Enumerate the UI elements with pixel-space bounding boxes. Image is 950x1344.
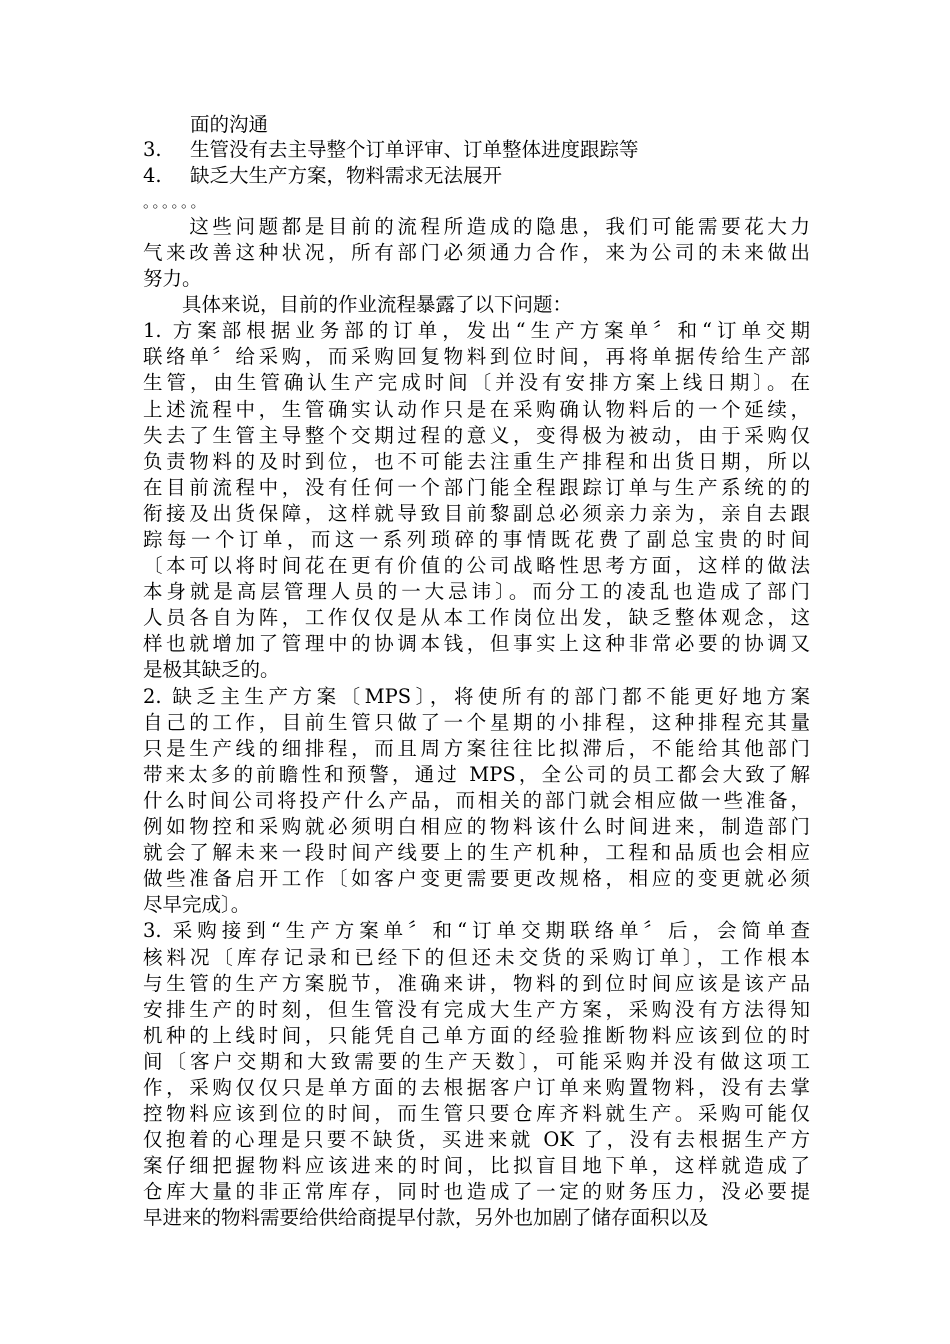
paragraph-line: 人员各自为阵，工作仅仅是从本工作岗位出发，缺乏整体观念，这 bbox=[143, 606, 810, 630]
paragraph-line: 例如物控和采购就必须明白相应的物料该什么时间进来，制造部门 bbox=[143, 815, 810, 839]
paragraph-line: 努力。 bbox=[143, 267, 202, 291]
paragraph-line: 失去了生管主导整个交期过程的意义，变得极为被动，由于采购仅 bbox=[143, 423, 810, 447]
paragraph-line: 上述流程中，生管确实认动作只是在采购确认物料后的一个延续， bbox=[143, 397, 810, 421]
paragraph-line: 就会了解未来一段时间产线要上的生产机种，工程和品质也会相应 bbox=[143, 841, 810, 865]
paragraph-line: 这些问题都是目前的流程所造成的隐患，我们可能需要花大力 bbox=[143, 214, 810, 238]
paragraph-line: 仓库大量的非正常库存，同时也造成了一定的财务压力，没必要提 bbox=[143, 1180, 810, 1204]
paragraph-line: 踪每一个订单，而这一系列琐碎的事情既花费了副总宝贵的时间 bbox=[143, 528, 810, 552]
list-text: 生管没有去主导整个订单评审、订单整体进度跟踪等 bbox=[190, 138, 639, 162]
paragraph-line: 具体来说，目前的作业流程暴露了以下问题： bbox=[143, 293, 573, 317]
list-item-4 bbox=[143, 163, 810, 188]
paragraph-line: 与生管的生产方案脱节，准确来讲，物料的到位时间应该是该产品 bbox=[143, 971, 810, 995]
paragraph-line: 机种的上线时间，只能凭自己单方面的经验推断物料应该到位的时 bbox=[143, 1023, 810, 1047]
list-item-2-continuation: 面的沟通 bbox=[190, 113, 269, 136]
paragraph-line: 只是生产线的细排程，而且周方案往往比拟滞后，不能给其他部门 bbox=[143, 736, 810, 760]
list-text: 缺乏大生产方案，物料需求无法展开 bbox=[190, 163, 503, 187]
paragraph-line: 尽早完成〕。 bbox=[143, 893, 251, 917]
paragraph bbox=[143, 918, 810, 1231]
paragraph-line: 间〔客户交期和大致需要的生产天数〕，可能采购并没有做这项工 bbox=[143, 1049, 810, 1073]
paragraph-line: 自己的工作，目前生管只做了一个星期的小排程，这种排程充其量 bbox=[143, 710, 810, 734]
paragraph-line: 在目前流程中，没有任何一个部门能全程跟踪订单与生产系统的的 bbox=[143, 475, 810, 499]
ellipsis-line: 。。。。。。 bbox=[143, 192, 208, 211]
paragraph-line: 什么时间公司将投产什么产品，而相关的部门就会相应做一些准备， bbox=[143, 788, 810, 812]
paragraph-line: 样也就增加了管理中的协调本钱，但事实上这种非常必要的协调又 bbox=[143, 632, 810, 656]
paragraph-line: 联络单〞给采购，而采购回复物料到位时间，再将单据传给生产部 bbox=[143, 345, 810, 369]
list-item-3 bbox=[143, 137, 810, 162]
paragraph-line: 气来改善这种状况，所有部门必须通力合作，来为公司的未来做出 bbox=[143, 240, 810, 264]
paragraph-line: 案仔细把握物料应该进来的时间，比拟盲目地下单，这样就造成了 bbox=[143, 1154, 810, 1178]
paragraph-line: 做些准备启开工作〔如客户变更需要更改规格，相应的变更就必须 bbox=[143, 867, 810, 891]
paragraph-line: 生管，由生管确认生产完成时间〔并没有安排方案上线日期〕。在 bbox=[143, 371, 810, 395]
paragraph bbox=[143, 214, 810, 292]
paragraph-line: 本身就是高层管理人员的一大忌讳〕。而分工的凌乱也造成了部门 bbox=[143, 580, 810, 604]
paragraph-line: 1. 方案部根据业务部的订单，发出“生产方案单〞和“订单交期 bbox=[143, 319, 810, 343]
paragraph-line: 带来太多的前瞻性和预警，通过 MPS，全公司的员工都会大致了解 bbox=[143, 762, 810, 786]
paragraph-line: 安排生产的时刻，但生管没有完成大生产方案，采购没有方法得知 bbox=[143, 997, 810, 1021]
list-number: 3. bbox=[143, 138, 162, 162]
paragraph-line: 作，采购仅仅只是单方面的去根据客户订单来购置物料，没有去掌 bbox=[143, 1075, 810, 1099]
paragraph-line: 是极其缺乏的。 bbox=[143, 658, 280, 682]
paragraph-line: 早进来的物料需要给供给商提早付款，另外也加剧了储存面积以及 bbox=[143, 1206, 709, 1230]
paragraph-line: 控物料应该到位的时间，而生管只要仓库齐料就生产。采购可能仅 bbox=[143, 1102, 810, 1126]
paragraph bbox=[143, 292, 810, 318]
paragraph-line: 核料况〔库存记录和已经下的但还未交货的采购订单〕，工作根本 bbox=[143, 945, 810, 969]
paragraph-line: 〔本可以将时间花在更有价值的公司战略性思考方面，这样的做法 bbox=[143, 554, 810, 578]
paragraph-line: 负责物料的及时到位，也不可能去注重生产排程和出货日期，所以 bbox=[143, 449, 810, 473]
paragraph bbox=[143, 684, 810, 919]
paragraph-line: 3. 采购接到“生产方案单〞和“订单交期联络单〞后，会简单查 bbox=[143, 919, 810, 943]
paragraph bbox=[143, 318, 810, 683]
paragraph-line: 仅抱着的心理是只要不缺货，买进来就 OK 了，没有去根据生产方 bbox=[143, 1128, 810, 1152]
list-number: 4. bbox=[143, 163, 162, 187]
paragraph-line: 衔接及出货保障，这样就导致目前黎副总必须亲力亲为，亲自去跟 bbox=[143, 501, 810, 525]
paragraph-line: 2. 缺乏主生产方案〔MPS〕，将使所有的部门都不能更好地方案 bbox=[143, 684, 810, 708]
body-text bbox=[143, 214, 810, 1232]
